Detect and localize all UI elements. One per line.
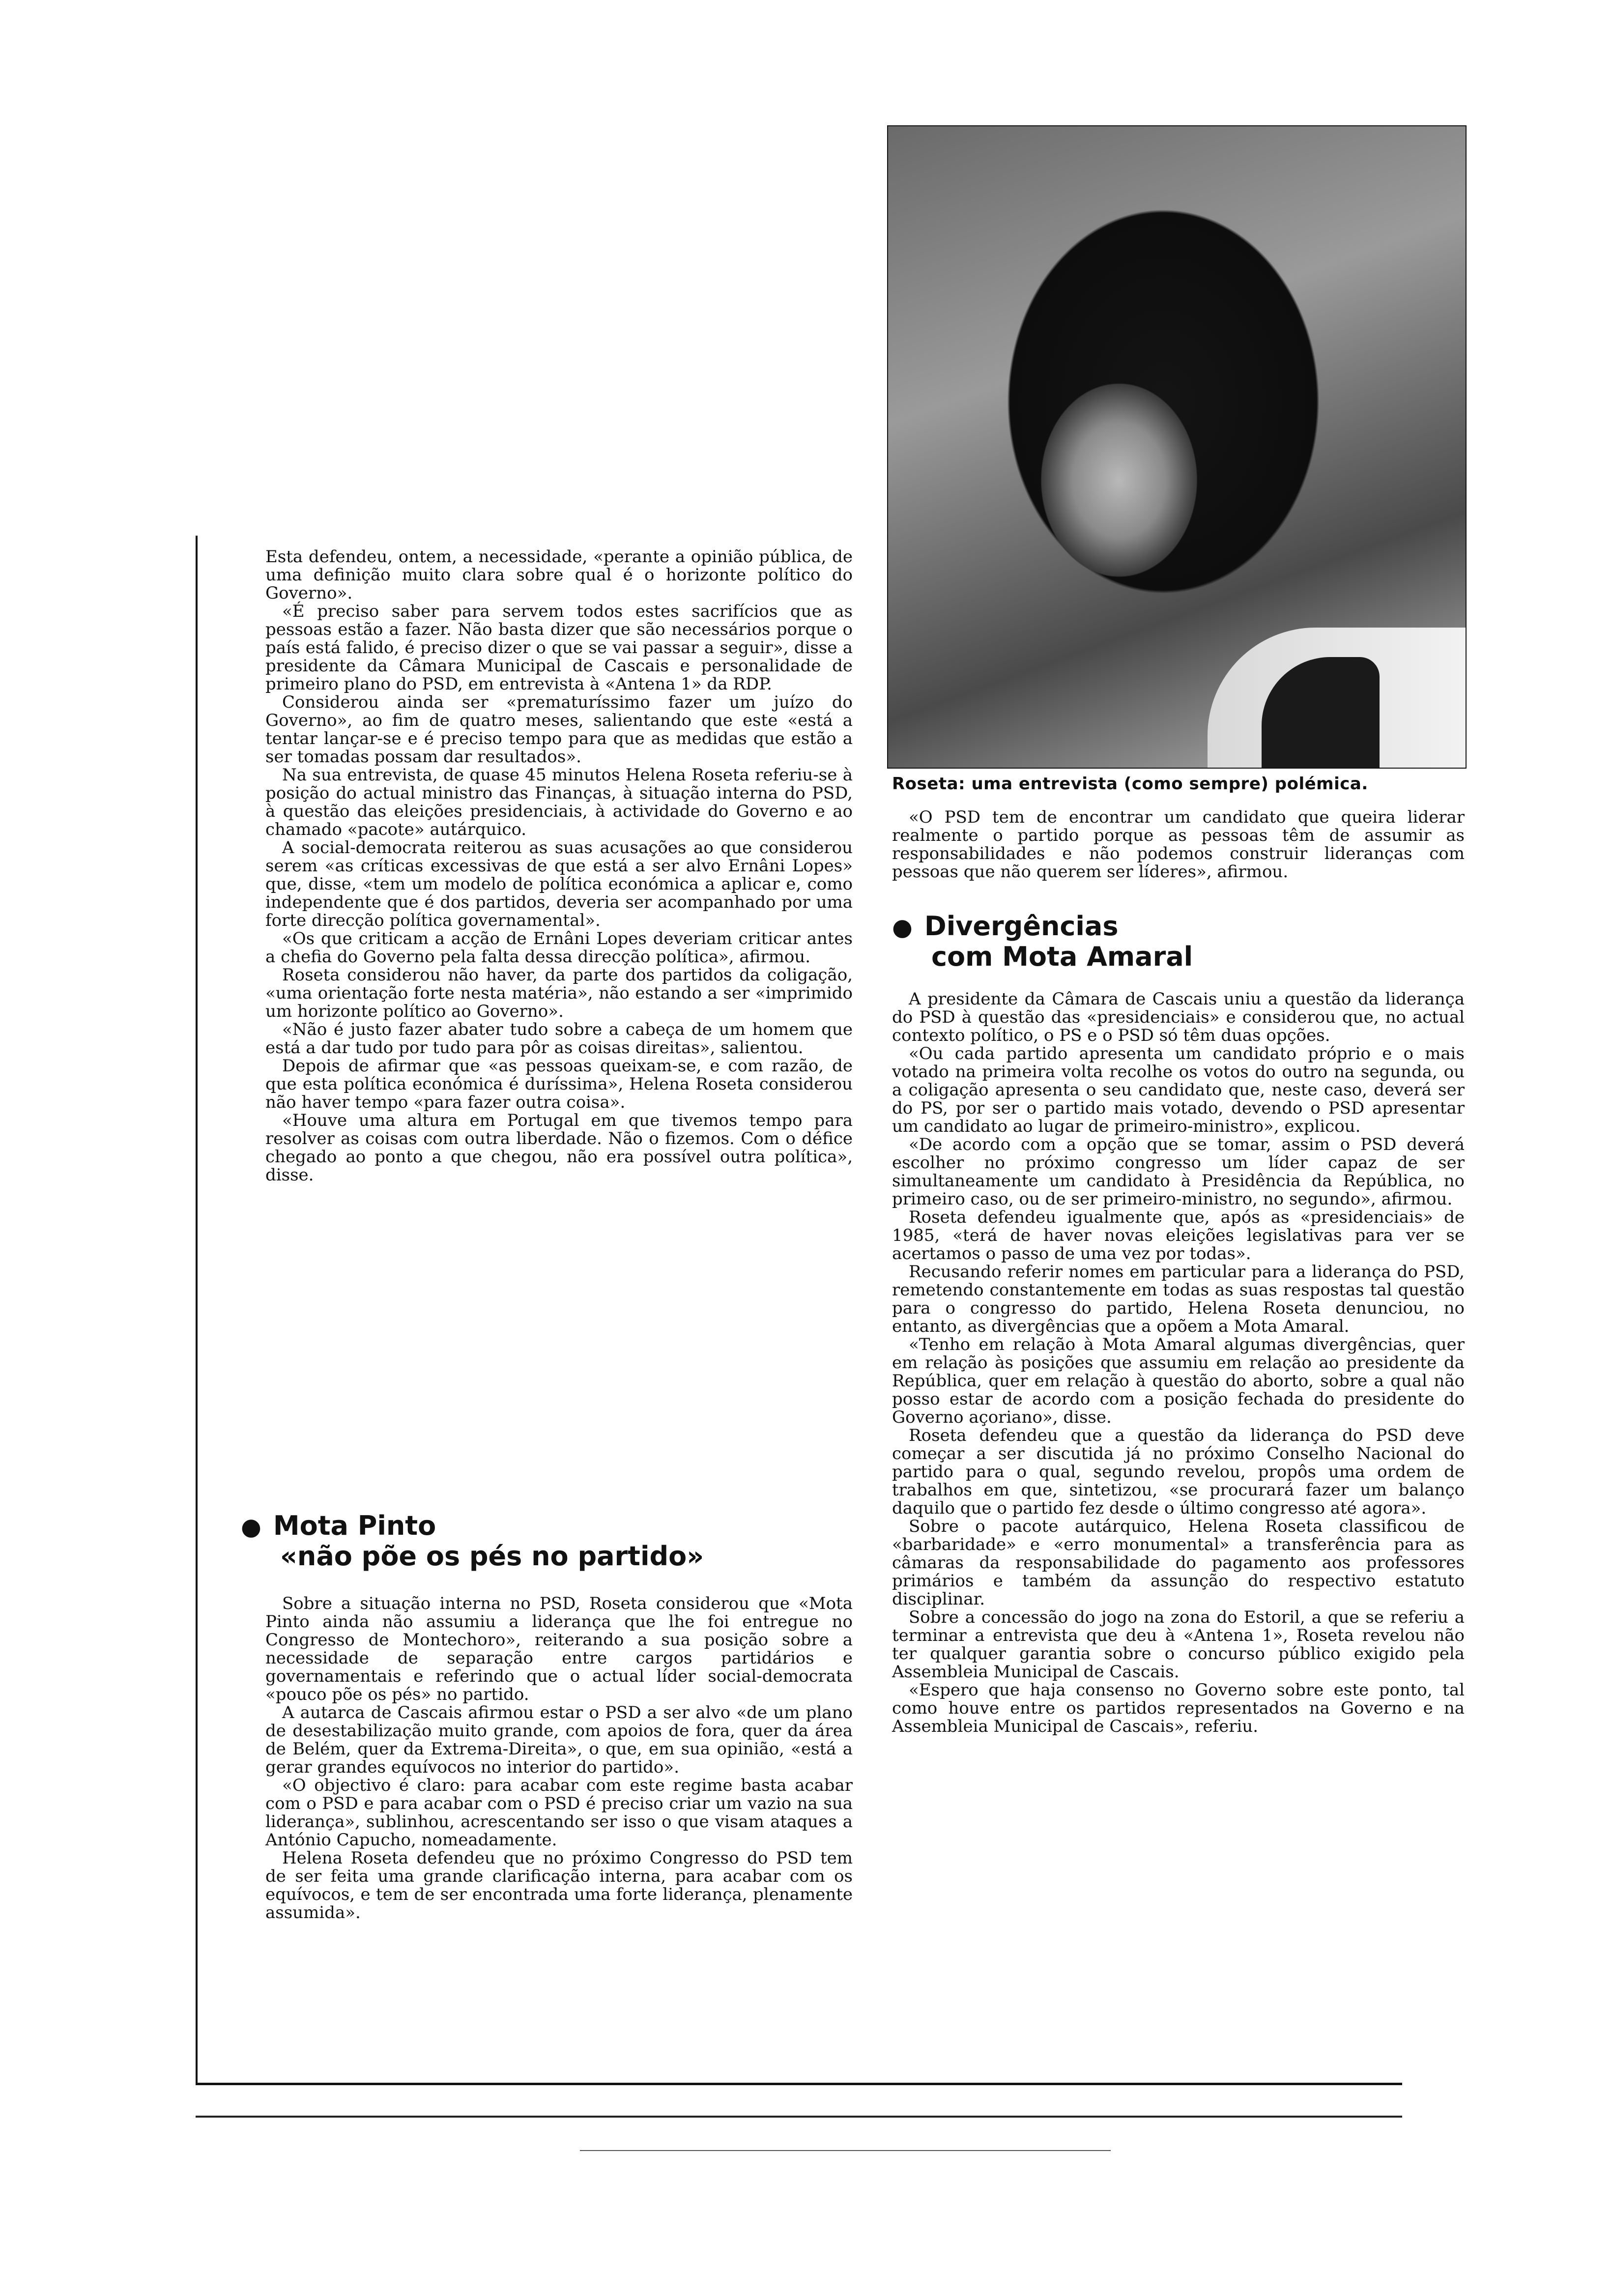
paragraph: Esta defendeu, ontem, a necessidade, «perante a opinião pública, de uma definição muito clara sobre qual é o horizonte político do Governo». [265, 547, 853, 603]
paragraph: Roseta defendeu igualmente que, após as «presidenciais» de 1985, «terá de haver novas eleições legislativas para ver se acertamos o passo de uma vez por todas». [892, 1207, 1465, 1263]
subheading-line-2: com Mota Amaral [931, 941, 1193, 972]
article-column-right [892, 990, 1465, 2079]
paragraph: Recusando referir nomes em particular para a liderança do PSD, remetendo constantemente em todas as suas respostas tal questão para o congresso do partido, Helena Roseta denunciou, no entanto, as divergências que a opõem a Mota Amaral. [892, 1262, 1465, 1336]
bottom-rule-secondary [196, 2116, 1402, 2118]
paragraph: «O objectivo é claro: para acabar com este regime basta acabar com o PSD e para acabar com o PSD é preciso criar um vazio na sua liderança», sublinhou, acrescentando ser isso o que visam ataques a António Capucho, nomeadamente. [265, 1776, 853, 1850]
paragraph: «Não é justo fazer abater tudo sobre a cabeça de um homem que está a dar tudo por tudo para pôr as coisas direitas», salientou. [265, 1020, 853, 1058]
article-column-left [265, 548, 853, 1555]
paragraph: «Ou cada partido apresenta um candidato próprio e o mais votado na primeira volta recolhe os votos do outro na segunda, ou a coligação apresenta o seu candidato que, neste caso, deverá ser do PS, por ser o partido mais votado, devendo o PSD apresentar um candidato ao lugar de primeiro-ministro», explicou. [892, 1044, 1465, 1136]
paragraph: Na sua entrevista, de quase 45 minutos Helena Roseta referiu-se à posição do actual ministro das Finanças, à situação interna do PSD, à questão das eleições presidenciais, à actividade do Governo e ao chamado «pacote» autárquico. [265, 765, 853, 839]
paragraph: A social-democrata reiterou as suas acusações ao que considerou serem «as críticas excessivas de que está a ser alvo Ernâni Lopes» que, disse, «tem um modelo de política económica a aplicar e, como independente que é dos partidos, deveria ser acompanhado por uma forte direcção política governamental». [265, 838, 853, 930]
paragraph: Considerou ainda ser «prematuríssimo fazer um juízo do Governo», ao fim de quatro meses, salientando que este «está a tentar lançar-se e é preciso tempo para que as medidas que estão a ser tomadas possam dar resultados». [265, 692, 853, 767]
paragraph: «Os que criticam a acção de Ernâni Lopes deveriam criticar antes a chefia do Governo pela falta dessa direcção política», afirmou. [265, 929, 853, 967]
paragraph: A autarca de Cascais afirmou estar o PSD a ser alvo «de um plano de desestabilização muito grande, com apoios de fora, quer da área de Belém, quer da Extrema-Direita», o que, em sua opinião, «está a gerar grandes equívocos no interior do partido». [265, 1703, 853, 1777]
bullet-icon: ● [892, 914, 913, 941]
paragraph: Sobre a concessão do jogo na zona do Estoril, a que se referiu a terminar a entrevista que deu à «Antena 1», Roseta revelou não ter qualquer garantia sobre o concurso público exigido pela Assembleia Municipal de Cascais. [892, 1607, 1465, 1682]
paragraph: Roseta considerou não haver, da parte dos partidos da coligação, «uma orientação forte nesta matéria», não estando a ser «imprimido um horizonte político ao Governo». [265, 965, 853, 1021]
bottom-rule [196, 2083, 1402, 2085]
paragraph: Sobre a situação interna no PSD, Roseta considerou que «Mota Pinto ainda não assumiu a liderança que lhe foi entregue no Congresso de Montechoro», reiterando a sua posição sobre a necessidade de separação entre cargos partidários e governamentais e referindo que o actual líder social-democrata «pouco põe os pés» no partido. [265, 1594, 853, 1704]
paragraph: Helena Roseta defendeu que no próximo Congresso do PSD tem de ser feita uma grande clarificação interna, para acabar com os equívocos, e tem de ser encontrada uma forte liderança, plenamente assumida». [265, 1848, 853, 1923]
paragraph: «Espero que haja consenso no Governo sobre este ponto, tal como houve entre os partidos representados na Governo e na Assembleia Municipal de Cascais», referiu. [892, 1680, 1465, 1736]
paragraph: «O PSD tem de encontrar um candidato que queira liderar realmente o partido porque as pessoas têm de assumir as responsabilidades e não podemos construir lideranças com pessoas que não querem ser líderes», afirmou. [892, 807, 1465, 882]
page-edge-rule [580, 2150, 1111, 2151]
paragraph: «De acordo com a opção que se tomar, assim o PSD deverá escolher no próximo congresso um líder capaz de ser simultaneamente um candidato à Presidência da República, no primeiro caso, ou de ser primeiro-ministro, no segundo», afirmou. [892, 1135, 1465, 1209]
subheading-mota-pinto [241, 1511, 853, 1571]
article-column-right-top [892, 808, 1465, 914]
subheading-divergencias [892, 912, 1465, 972]
subheading-line-2: «não põe os pés no partido» [280, 1541, 704, 1572]
article-column-left-lower [265, 1595, 853, 2076]
paragraph: «Tenho em relação à Mota Amaral algumas divergências, quer em relação às posições que assumiu em relação ao presidente da República, quer em relação à questão do aborto, sobre a qual não posso estar de acordo com a posição fechada do presidente do Governo açoriano», disse. [892, 1335, 1465, 1427]
subheading-line-1: Divergências [924, 911, 1119, 942]
photo-caption: Roseta: uma entrevista (como sempre) polémica. [892, 774, 1368, 794]
paragraph: Roseta defendeu que a questão da liderança do PSD deve começar a ser discutida já no próximo Conselho Nacional do partido para o qual, segundo revelou, propôs uma ordem de trabalhos em que, sintetizou, «se procurará fazer um balanço daquilo que o partido fez desde o último congresso até agora». [892, 1426, 1465, 1518]
subheading-line-1: Mota Pinto [273, 1510, 436, 1541]
paragraph: «É preciso saber para servem todos estes sacrifícios que as pessoas estão a fazer. Não basta dizer que são necessários porque o país está falido, é preciso dizer o que se vai passar a seguir», disse a presidente da Câmara Municipal de Cascais e personalidade de primeiro plano do PSD, em entrevista à «Antena 1» da RDP. [265, 602, 853, 694]
paragraph: «Houve uma altura em Portugal em que tivemos tempo para resolver as coisas com outra liberdade. Não o fizemos. Com o défice chegado ao ponto a que chegou, não era possível outra política», disse. [265, 1111, 853, 1185]
paragraph: Depois de afirmar que «as pessoas queixam-se, e com razão, de que esta política económica é duríssima», Helena Roseta considerou não haver tempo «para fazer outra coisa». [265, 1056, 853, 1112]
bullet-icon: ● [241, 1513, 261, 1541]
news-photo [887, 125, 1467, 769]
paragraph: A presidente da Câmara de Cascais uniu a questão da liderança do PSD à questão das «presidenciais» e considerou que, no actual contexto político, o PS e o PSD só têm duas opções. [892, 989, 1465, 1045]
paragraph: Sobre o pacote autárquico, Helena Roseta classificou de «barbaridade» e «erro monumental» a transferência para as câmaras da responsabilidade do pagamento aos professores primários e também da assunção do respectivo estatuto disciplinar. [892, 1517, 1465, 1609]
column-rule-vertical [196, 536, 198, 2084]
